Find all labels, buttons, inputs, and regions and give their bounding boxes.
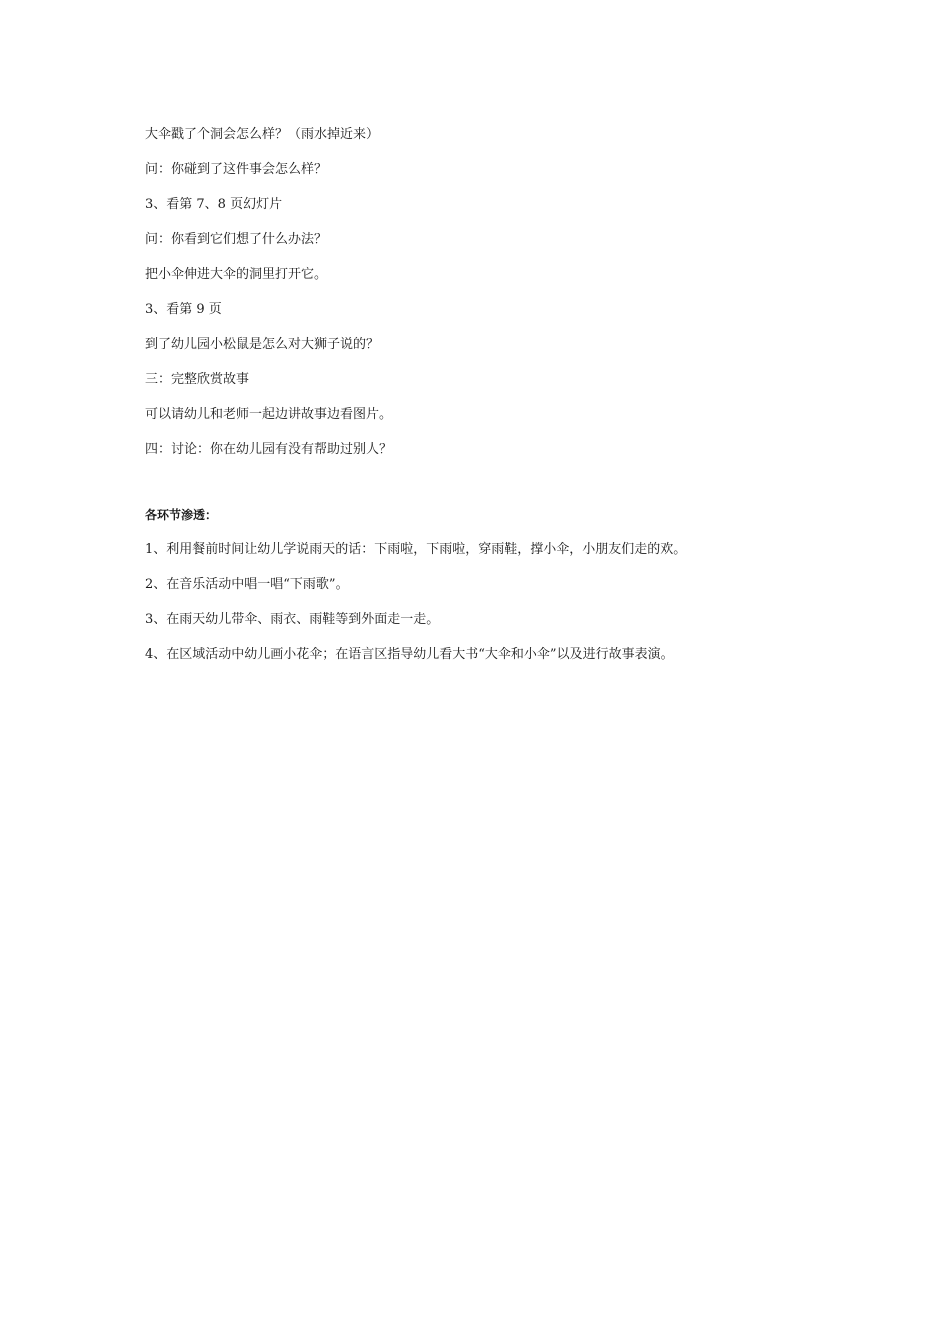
- list-item-1: 1、利用餐前时间让幼儿学说雨天的话：下雨啦，下雨啦，穿雨鞋，撑小伞，小朋友们走的欢。: [145, 542, 687, 557]
- paragraph-section-three: 三：完整欣赏故事: [145, 372, 250, 387]
- paragraph-step-slides-7-8: 3、看第 7、8 页幻灯片: [145, 197, 283, 212]
- document-body: [145, 125, 845, 680]
- paragraph-question-solution: 问：你看到它们想了什么办法？: [145, 232, 328, 247]
- list-item-3: 3、在雨天幼儿带伞、雨衣、雨鞋等到外面走一走。: [145, 612, 440, 627]
- list-item-2: 2、在音乐活动中唱一唱“下雨歌”。: [145, 577, 349, 592]
- paragraph-small-umbrella: 把小伞伸进大伞的洞里打开它。: [145, 267, 328, 282]
- section-spacer: [145, 475, 845, 505]
- paragraph-step-page-9: 3、看第 9 页: [145, 302, 222, 317]
- section-heading: 各环节渗透：: [145, 508, 218, 522]
- paragraph-section-four: 四：讨论：你在幼儿园有没有帮助过别人？: [145, 442, 393, 457]
- paragraph-kindergarten-question: 到了幼儿园小松鼠是怎么对大狮子说的？: [145, 337, 380, 352]
- paragraph-question-encounter: 问：你碰到了这件事会怎么样？: [145, 162, 328, 177]
- paragraph-umbrella-hole: 大伞戳了个洞会怎么样？（雨水掉近来）: [145, 127, 380, 142]
- paragraph-story-with-pictures: 可以请幼儿和老师一起边讲故事边看图片。: [145, 407, 393, 422]
- list-item-4: 4、在区域活动中幼儿画小花伞；在语言区指导幼儿看大书“大伞和小伞”以及进行故事表演。: [145, 647, 674, 662]
